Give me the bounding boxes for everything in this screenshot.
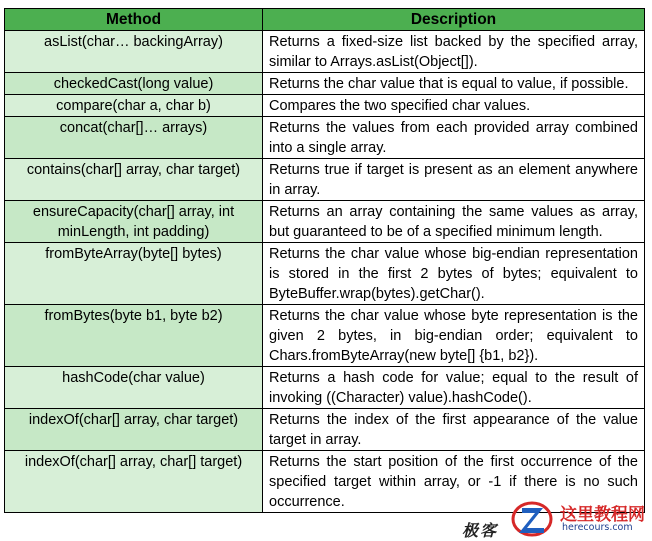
method-cell: asList(char… backingArray) bbox=[5, 31, 263, 73]
table-row bbox=[5, 117, 645, 159]
table-row bbox=[5, 73, 645, 95]
table-row bbox=[5, 409, 645, 451]
description-cell: Returns the start position of the first occurrence of the specified target within array, or -1 if there is no such occurrence. bbox=[263, 451, 645, 513]
description-cell: Returns the char value whose big-endian representation is stored in the first 2 bytes of bytes; equivalent to ByteBuffer.wrap(bytes).getChar(). bbox=[263, 243, 645, 305]
watermark-chars: 极客 bbox=[462, 521, 499, 540]
method-cell: concat(char[]… arrays) bbox=[5, 117, 263, 159]
table-row bbox=[5, 95, 645, 117]
watermark-url: herecours.com bbox=[562, 522, 633, 533]
description-cell: Returns the char value whose byte representation is the given 2 bytes, in big-endian order; equivalent to Chars.fromByteArray(new byte[] {b1, b2}). bbox=[263, 305, 645, 367]
method-cell: ensureCapacity(char[] array, int minLength, int padding) bbox=[5, 201, 263, 243]
table-header-row bbox=[5, 9, 645, 31]
description-cell: Returns the index of the first appearance of the value target in array. bbox=[263, 409, 645, 451]
method-cell: indexOf(char[] array, char[] target) bbox=[5, 451, 263, 513]
watermark-title: 这里教程网 bbox=[560, 505, 645, 525]
description-cell: Returns a hash code for value; equal to the result of invoking ((Character) value).hashCode(). bbox=[263, 367, 645, 409]
description-cell: Compares the two specified char values. bbox=[263, 95, 645, 117]
watermark bbox=[462, 494, 652, 539]
method-cell: indexOf(char[] array, char target) bbox=[5, 409, 263, 451]
table-row bbox=[5, 159, 645, 201]
description-cell: Returns true if target is present as an element anywhere in array. bbox=[263, 159, 645, 201]
table-row bbox=[5, 31, 645, 73]
table-row bbox=[5, 201, 645, 243]
z-logo-icon bbox=[510, 498, 554, 538]
description-cell: Returns the char value that is equal to value, if possible. bbox=[263, 73, 645, 95]
method-cell: fromBytes(byte b1, byte b2) bbox=[5, 305, 263, 367]
header-description: Description bbox=[263, 9, 645, 31]
method-cell: compare(char a, char b) bbox=[5, 95, 263, 117]
description-cell: Returns a fixed-size list backed by the specified array, similar to Arrays.asList(Object[]). bbox=[263, 31, 645, 73]
methods-table bbox=[4, 8, 645, 513]
method-cell: hashCode(char value) bbox=[5, 367, 263, 409]
method-cell: contains(char[] array, char target) bbox=[5, 159, 263, 201]
description-cell: Returns an array containing the same values as array, but guaranteed to be of a specified minimum length. bbox=[263, 201, 645, 243]
method-cell: fromByteArray(byte[] bytes) bbox=[5, 243, 263, 305]
description-cell: Returns the values from each provided array combined into a single array. bbox=[263, 117, 645, 159]
header-method: Method bbox=[5, 9, 263, 31]
table-row bbox=[5, 305, 645, 367]
table-row bbox=[5, 367, 645, 409]
table-row bbox=[5, 243, 645, 305]
method-cell: checkedCast(long value) bbox=[5, 73, 263, 95]
